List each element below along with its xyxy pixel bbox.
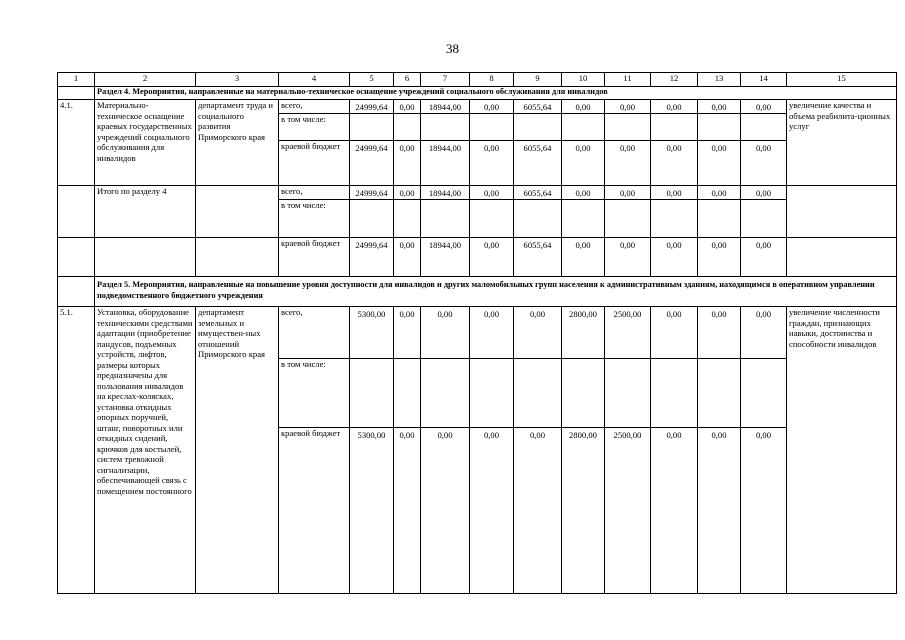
- value-cell: 0,00: [421, 428, 470, 594]
- column-header: 8: [470, 73, 514, 87]
- item-executor: департамент труда и социального развития Приморского края: [196, 100, 279, 186]
- value-cell: 0,00: [605, 141, 651, 186]
- value-cell: 0,00: [698, 428, 741, 594]
- funding-label: в том числе:: [279, 114, 350, 141]
- column-header: 12: [651, 73, 698, 87]
- value-cell: 0,00: [470, 238, 514, 277]
- value-cell: 0,00: [698, 141, 741, 186]
- expected-result: увеличение численности граждан, признающих навыки, достоинства и способности инвалидов: [787, 307, 897, 594]
- page-number: 38: [446, 41, 459, 56]
- value-cell: 0,00: [562, 186, 605, 200]
- funding-label: краевой бюджет: [279, 428, 350, 594]
- section-4-heading-row: [58, 87, 897, 100]
- section-5-heading-row: [58, 277, 897, 307]
- value-cell: 0,00: [605, 238, 651, 277]
- expected-result: увеличение качества и объема реабилита-ционных услуг: [787, 100, 897, 186]
- value-cell: 2500,00: [605, 307, 651, 359]
- funding-label: всего,: [279, 186, 350, 200]
- column-header: 6: [394, 73, 421, 87]
- funding-label: краевой бюджет: [279, 141, 350, 186]
- value-cell: 5300,00: [350, 428, 394, 594]
- funding-label: всего,: [279, 307, 350, 359]
- column-header: 4: [279, 73, 350, 87]
- column-header: 3: [196, 73, 279, 87]
- value-cell: 0,00: [470, 100, 514, 114]
- value-cell: 6055,64: [514, 100, 562, 114]
- column-header-row: [58, 73, 897, 87]
- value-cell: 0,00: [741, 141, 787, 186]
- column-header: 10: [562, 73, 605, 87]
- value-cell: 0,00: [394, 307, 421, 359]
- value-cell: 0,00: [394, 428, 421, 594]
- value-cell: 24999,64: [350, 141, 394, 186]
- value-cell: 0,00: [741, 100, 787, 114]
- value-cell: 0,00: [562, 141, 605, 186]
- value-cell: 0,00: [651, 141, 698, 186]
- value-cell: 18944,00: [421, 186, 470, 200]
- value-cell: 6055,64: [514, 238, 562, 277]
- value-cell: 24999,64: [350, 238, 394, 277]
- column-header: 15: [787, 73, 897, 87]
- value-cell: 24999,64: [350, 186, 394, 200]
- table-row: [58, 100, 897, 114]
- value-cell: 0,00: [605, 100, 651, 114]
- value-cell: 0,00: [562, 238, 605, 277]
- value-cell: 18944,00: [421, 100, 470, 114]
- value-cell: 0,00: [394, 100, 421, 114]
- value-cell: 0,00: [698, 186, 741, 200]
- column-header: 14: [741, 73, 787, 87]
- value-cell: 0,00: [741, 428, 787, 594]
- value-cell: 0,00: [651, 428, 698, 594]
- value-cell: 18944,00: [421, 141, 470, 186]
- column-header: 13: [698, 73, 741, 87]
- value-cell: 18944,00: [421, 238, 470, 277]
- value-cell: 2800,00: [562, 428, 605, 594]
- value-cell: 0,00: [470, 141, 514, 186]
- value-cell: 0,00: [651, 186, 698, 200]
- value-cell: 6055,64: [514, 141, 562, 186]
- value-cell: 0,00: [470, 186, 514, 200]
- value-cell: 0,00: [605, 186, 651, 200]
- subtotal-row: [58, 200, 897, 238]
- value-cell: 6055,64: [514, 186, 562, 200]
- column-header: 5: [350, 73, 394, 87]
- value-cell: 0,00: [698, 238, 741, 277]
- section-5-title: Раздел 5. Мероприятия, направленные на повышение уровня доступности для инвалидов и других маломобильных групп населения к административным зданиям, находящимся в оперативном управлении подведомственного бюджетного учреждения: [95, 277, 897, 307]
- table-row: [58, 307, 897, 359]
- value-cell: 5300,00: [350, 307, 394, 359]
- value-cell: 0,00: [698, 100, 741, 114]
- value-cell: 0,00: [741, 238, 787, 277]
- value-cell: 0,00: [651, 100, 698, 114]
- value-cell: 2800,00: [562, 307, 605, 359]
- value-cell: 0,00: [514, 428, 562, 594]
- item-number: 5.1.: [58, 307, 95, 594]
- value-cell: 0,00: [394, 238, 421, 277]
- value-cell: 0,00: [470, 428, 514, 594]
- value-cell: 0,00: [394, 186, 421, 200]
- program-table: [57, 72, 897, 594]
- value-cell: 0,00: [514, 307, 562, 359]
- value-cell: 24999,64: [350, 100, 394, 114]
- value-cell: 0,00: [741, 186, 787, 200]
- item-name: Материально-техническое оснащение краевых государственных учреждений социального обслуживания для инвалидов: [95, 100, 196, 186]
- value-cell: 0,00: [741, 307, 787, 359]
- item-name: Установка, оборудование техническими средствами адаптации (приобретение пандусов, подъемных устройств, лифтов, размеры которых предназначены для пользования инвалидов на креслах-колясках, установка откидных опорных поручней, штанг, поворотных или откидных сидений, крючков для костылей, систем тревожной сигнализации, обеспечивающей связь с помещением постоянного: [95, 307, 196, 594]
- value-cell: 0,00: [651, 307, 698, 359]
- value-cell: 0,00: [562, 100, 605, 114]
- column-header: 11: [605, 73, 651, 87]
- value-cell: 2500,00: [605, 428, 651, 594]
- value-cell: 0,00: [651, 238, 698, 277]
- funding-label: всего,: [279, 100, 350, 114]
- value-cell: 0,00: [394, 141, 421, 186]
- column-header: 1: [58, 73, 95, 87]
- item-number: 4.1.: [58, 100, 95, 186]
- funding-label: в том числе:: [279, 200, 350, 238]
- column-header: 7: [421, 73, 470, 87]
- subtotal-label: Итого по разделу 4: [95, 186, 196, 200]
- subtotal-row: [58, 186, 897, 200]
- section-4-title: Раздел 4. Мероприятия, направленные на материально-техническое оснащение учреждений социального обслуживания для инвалидов: [95, 87, 897, 100]
- value-cell: 0,00: [698, 307, 741, 359]
- value-cell: 0,00: [421, 307, 470, 359]
- column-header: 2: [95, 73, 196, 87]
- column-header: 9: [514, 73, 562, 87]
- value-cell: 0,00: [470, 307, 514, 359]
- funding-label: краевой бюджет: [279, 238, 350, 277]
- item-executor: департамент земельных и имуществен-ных отношений Приморского края: [196, 307, 279, 594]
- subtotal-row: [58, 238, 897, 277]
- funding-label: в том числе:: [279, 359, 350, 428]
